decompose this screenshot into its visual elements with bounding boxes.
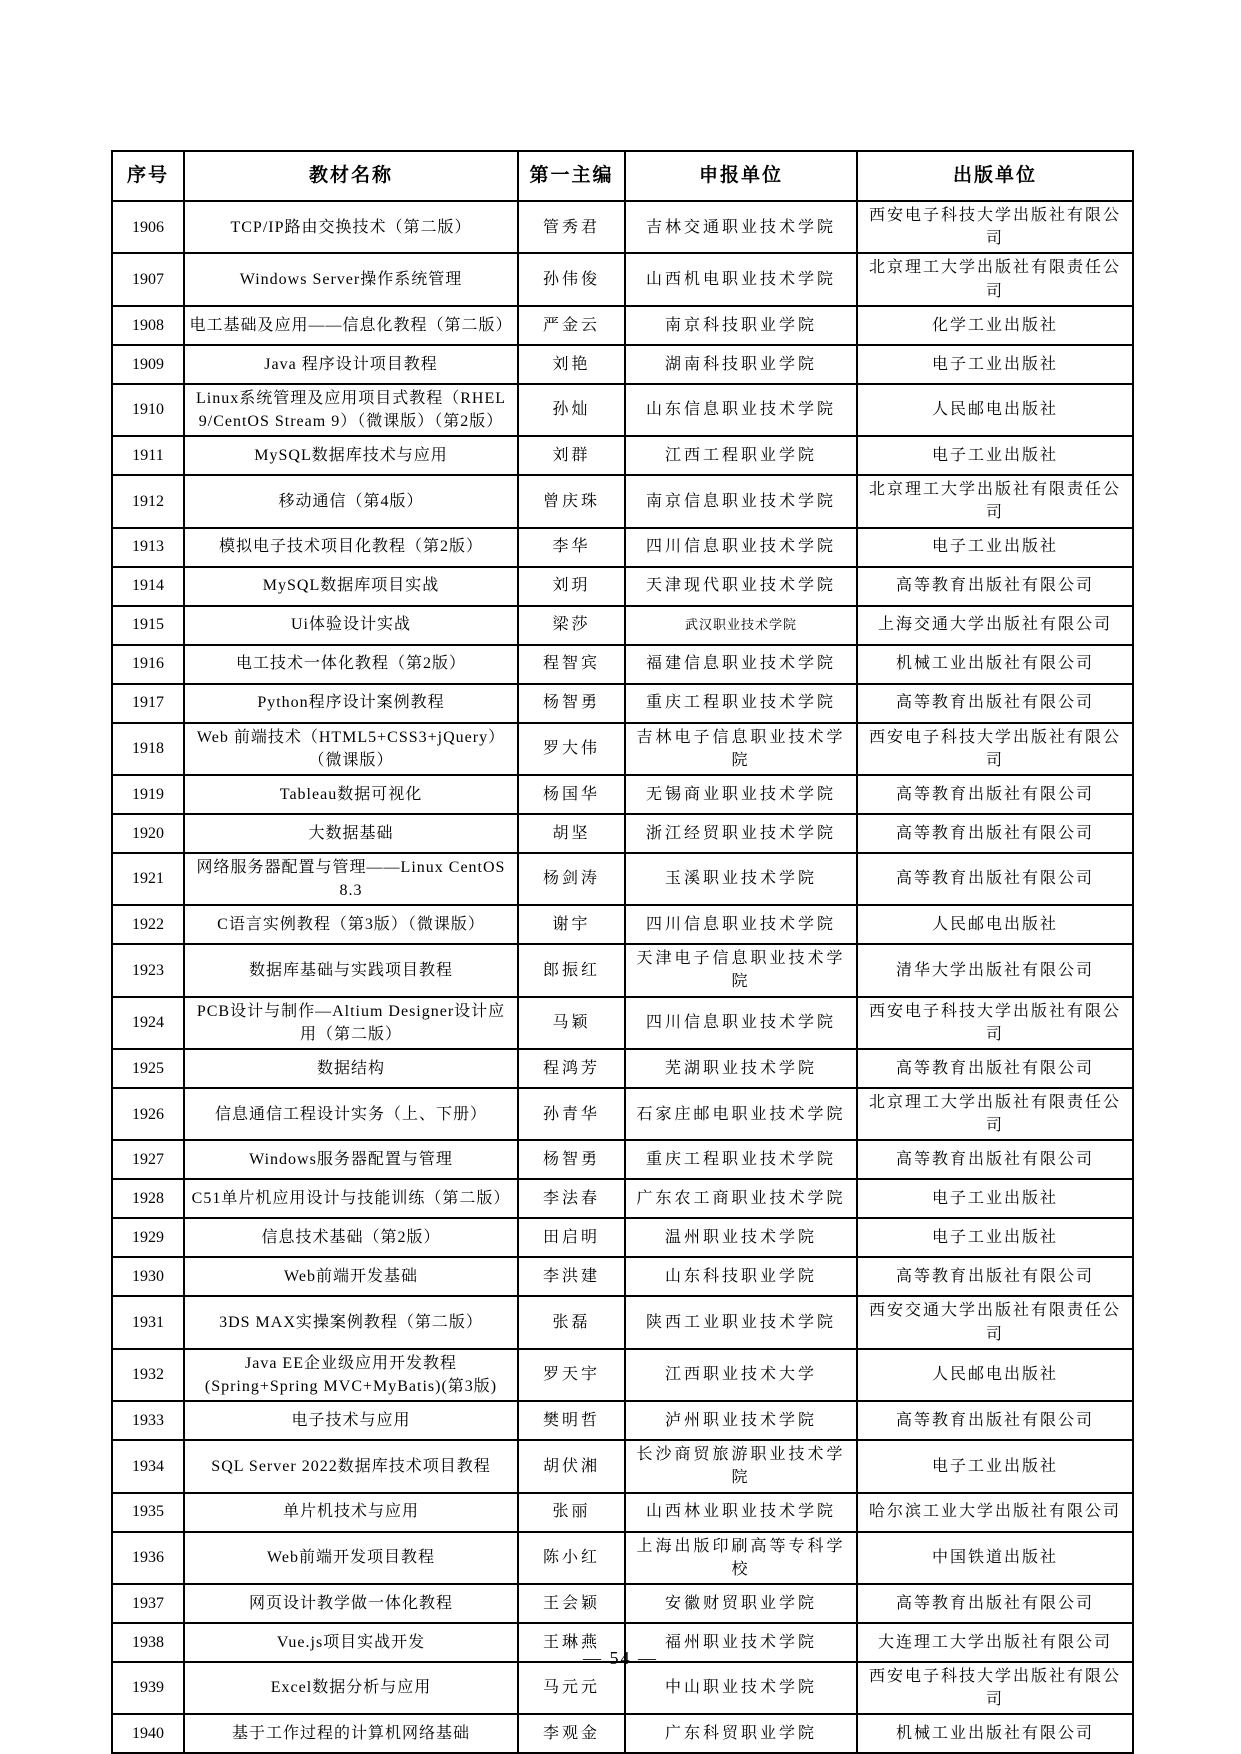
cell-publisher: 高等教育出版社有限公司 — [857, 853, 1133, 905]
cell-id: 1934 — [112, 1440, 184, 1492]
cell-title: Linux系统管理及应用项目式教程（RHEL 9/CentOS Stream 9）（微课版）（第2版） — [184, 384, 518, 436]
cell-title: MySQL数据库技术与应用 — [184, 436, 518, 475]
cell-id: 1923 — [112, 944, 184, 996]
cell-id: 1935 — [112, 1493, 184, 1532]
cell-publisher: 西安交通大学出版社有限责任公司 — [857, 1296, 1133, 1348]
cell-publisher: 高等教育出版社有限公司 — [857, 775, 1133, 814]
cell-org: 重庆工程职业技术学院 — [625, 1140, 857, 1179]
cell-publisher: 清华大学出版社有限公司 — [857, 944, 1133, 996]
cell-id: 1916 — [112, 645, 184, 684]
cell-org: 重庆工程职业技术学院 — [625, 684, 857, 723]
cell-publisher: 电子工业出版社 — [857, 528, 1133, 567]
cell-org: 陕西工业职业技术学院 — [625, 1296, 857, 1348]
cell-title: C语言实例教程（第3版）（微课版） — [184, 905, 518, 944]
table-row — [112, 1662, 1133, 1714]
cell-title: 电子技术与应用 — [184, 1401, 518, 1440]
cell-publisher: 电子工业出版社 — [857, 436, 1133, 475]
cell-id: 1919 — [112, 775, 184, 814]
cell-id: 1918 — [112, 723, 184, 775]
cell-org: 四川信息职业技术学院 — [625, 528, 857, 567]
table-row — [112, 606, 1133, 645]
cell-title: MySQL数据库项目实战 — [184, 567, 518, 606]
cell-id: 1910 — [112, 384, 184, 436]
cell-title: 模拟电子技术项目化教程（第2版） — [184, 528, 518, 567]
cell-editor: 曾庆珠 — [518, 475, 625, 527]
cell-id: 1917 — [112, 684, 184, 723]
cell-editor: 李华 — [518, 528, 625, 567]
cell-editor: 胡伏湘 — [518, 1440, 625, 1492]
table-row — [112, 997, 1133, 1049]
cell-org: 福州职业技术学院 — [625, 1623, 857, 1662]
table-row — [112, 1088, 1133, 1140]
cell-org: 上海出版印刷高等专科学校 — [625, 1532, 857, 1584]
cell-id: 1925 — [112, 1049, 184, 1088]
cell-editor: 王琳燕 — [518, 1623, 625, 1662]
cell-editor: 罗大伟 — [518, 723, 625, 775]
cell-publisher: 机械工业出版社有限公司 — [857, 1714, 1133, 1753]
table-row — [112, 306, 1133, 345]
cell-editor: 陈小红 — [518, 1532, 625, 1584]
cell-org: 广东科贸职业学院 — [625, 1714, 857, 1753]
cell-org: 玉溪职业技术学院 — [625, 853, 857, 905]
page-number: — 54 — — [583, 1648, 658, 1668]
cell-title: 网络服务器配置与管理——Linux CentOS 8.3 — [184, 853, 518, 905]
cell-editor: 孙青华 — [518, 1088, 625, 1140]
cell-id: 1927 — [112, 1140, 184, 1179]
cell-editor: 程鸿芳 — [518, 1049, 625, 1088]
cell-title: Web 前端技术（HTML5+CSS3+jQuery）（微课版） — [184, 723, 518, 775]
cell-id: 1938 — [112, 1623, 184, 1662]
cell-org: 福建信息职业技术学院 — [625, 645, 857, 684]
cell-editor: 管秀君 — [518, 201, 625, 253]
table-row — [112, 384, 1133, 436]
cell-org: 芜湖职业技术学院 — [625, 1049, 857, 1088]
cell-editor: 谢宇 — [518, 905, 625, 944]
cell-editor: 刘艳 — [518, 345, 625, 384]
table-row — [112, 475, 1133, 527]
cell-id: 1922 — [112, 905, 184, 944]
cell-publisher: 高等教育出版社有限公司 — [857, 684, 1133, 723]
cell-publisher: 上海交通大学出版社有限公司 — [857, 606, 1133, 645]
cell-id: 1936 — [112, 1532, 184, 1584]
cell-id: 1939 — [112, 1662, 184, 1714]
cell-title: 数据库基础与实践项目教程 — [184, 944, 518, 996]
cell-title: C51单片机应用设计与技能训练（第二版） — [184, 1179, 518, 1218]
cell-publisher: 高等教育出版社有限公司 — [857, 1584, 1133, 1623]
column-header-id: 序号 — [112, 151, 184, 201]
cell-publisher: 电子工业出版社 — [857, 345, 1133, 384]
cell-id: 1924 — [112, 997, 184, 1049]
cell-id: 1911 — [112, 436, 184, 475]
column-header-org: 申报单位 — [625, 151, 857, 201]
cell-title: Windows服务器配置与管理 — [184, 1140, 518, 1179]
cell-publisher: 人民邮电出版社 — [857, 905, 1133, 944]
cell-publisher: 机械工业出版社有限公司 — [857, 645, 1133, 684]
cell-editor: 杨智勇 — [518, 1140, 625, 1179]
table-row — [112, 1349, 1133, 1401]
table-row — [112, 684, 1133, 723]
cell-org: 江西职业技术大学 — [625, 1349, 857, 1401]
cell-title: PCB设计与制作—Altium Designer设计应用（第二版） — [184, 997, 518, 1049]
table-row — [112, 1218, 1133, 1257]
table-row — [112, 1440, 1133, 1492]
cell-org: 吉林电子信息职业技术学院 — [625, 723, 857, 775]
table-row — [112, 1714, 1133, 1753]
cell-title: SQL Server 2022数据库技术项目教程 — [184, 1440, 518, 1492]
cell-publisher: 高等教育出版社有限公司 — [857, 814, 1133, 853]
table-header-row — [112, 151, 1133, 201]
cell-id: 1915 — [112, 606, 184, 645]
table-row — [112, 814, 1133, 853]
cell-id: 1926 — [112, 1088, 184, 1140]
cell-org: 武汉职业技术学院 — [625, 606, 857, 645]
cell-org: 温州职业技术学院 — [625, 1218, 857, 1257]
cell-title: Ui体验设计实战 — [184, 606, 518, 645]
cell-publisher: 西安电子科技大学出版社有限公司 — [857, 723, 1133, 775]
cell-editor: 张丽 — [518, 1493, 625, 1532]
cell-editor: 程智宾 — [518, 645, 625, 684]
table-row — [112, 253, 1133, 305]
cell-editor: 李观金 — [518, 1714, 625, 1753]
cell-publisher: 人民邮电出版社 — [857, 1349, 1133, 1401]
cell-org: 天津现代职业技术学院 — [625, 567, 857, 606]
cell-org: 山东信息职业技术学院 — [625, 384, 857, 436]
table-row — [112, 345, 1133, 384]
cell-id: 1912 — [112, 475, 184, 527]
table-row — [112, 528, 1133, 567]
cell-id: 1909 — [112, 345, 184, 384]
cell-publisher: 高等教育出版社有限公司 — [857, 1401, 1133, 1440]
cell-publisher: 电子工业出版社 — [857, 1440, 1133, 1492]
cell-id: 1928 — [112, 1179, 184, 1218]
cell-id: 1929 — [112, 1218, 184, 1257]
cell-publisher: 化学工业出版社 — [857, 306, 1133, 345]
table-row — [112, 1296, 1133, 1348]
cell-editor: 严金云 — [518, 306, 625, 345]
cell-editor: 罗天宇 — [518, 1349, 625, 1401]
cell-org: 无锡商业职业技术学院 — [625, 775, 857, 814]
cell-publisher: 哈尔滨工业大学出版社有限公司 — [857, 1493, 1133, 1532]
cell-title: Web前端开发项目教程 — [184, 1532, 518, 1584]
cell-org: 山西机电职业技术学院 — [625, 253, 857, 305]
cell-id: 1914 — [112, 567, 184, 606]
cell-editor: 梁莎 — [518, 606, 625, 645]
cell-title: Tableau数据可视化 — [184, 775, 518, 814]
table-row — [112, 905, 1133, 944]
table-row — [112, 1584, 1133, 1623]
cell-publisher: 人民邮电出版社 — [857, 384, 1133, 436]
cell-editor: 刘群 — [518, 436, 625, 475]
cell-editor: 杨剑涛 — [518, 853, 625, 905]
cell-org: 泸州职业技术学院 — [625, 1401, 857, 1440]
cell-editor: 马元元 — [518, 1662, 625, 1714]
cell-publisher: 北京理工大学出版社有限责任公司 — [857, 1088, 1133, 1140]
cell-org: 江西工程职业学院 — [625, 436, 857, 475]
cell-id: 1906 — [112, 201, 184, 253]
table-row — [112, 436, 1133, 475]
cell-editor: 王会颖 — [518, 1584, 625, 1623]
cell-title: Windows Server操作系统管理 — [184, 253, 518, 305]
table-row — [112, 1401, 1133, 1440]
cell-publisher: 北京理工大学出版社有限责任公司 — [857, 475, 1133, 527]
cell-id: 1913 — [112, 528, 184, 567]
cell-editor: 胡坚 — [518, 814, 625, 853]
cell-org: 长沙商贸旅游职业技术学院 — [625, 1440, 857, 1492]
cell-org: 南京科技职业学院 — [625, 306, 857, 345]
table-row — [112, 1049, 1133, 1088]
cell-publisher: 中国铁道出版社 — [857, 1532, 1133, 1584]
cell-publisher: 高等教育出版社有限公司 — [857, 567, 1133, 606]
table-row — [112, 723, 1133, 775]
cell-org: 山西林业职业技术学院 — [625, 1493, 857, 1532]
cell-org: 安徽财贸职业学院 — [625, 1584, 857, 1623]
cell-title: Java 程序设计项目教程 — [184, 345, 518, 384]
table-row — [112, 567, 1133, 606]
cell-org: 四川信息职业技术学院 — [625, 905, 857, 944]
cell-editor: 田启明 — [518, 1218, 625, 1257]
column-header-editor: 第一主编 — [518, 151, 625, 201]
cell-editor: 杨国华 — [518, 775, 625, 814]
cell-editor: 孙伟俊 — [518, 253, 625, 305]
cell-title: Python程序设计案例教程 — [184, 684, 518, 723]
cell-publisher: 高等教育出版社有限公司 — [857, 1257, 1133, 1296]
column-header-publisher: 出版单位 — [857, 151, 1133, 201]
cell-id: 1940 — [112, 1714, 184, 1753]
cell-editor: 李洪建 — [518, 1257, 625, 1296]
cell-editor: 马颖 — [518, 997, 625, 1049]
cell-title: 移动通信（第4版） — [184, 475, 518, 527]
table-row — [112, 201, 1133, 253]
cell-id: 1920 — [112, 814, 184, 853]
cell-title: 信息技术基础（第2版） — [184, 1218, 518, 1257]
table-row — [112, 1532, 1133, 1584]
cell-publisher: 西安电子科技大学出版社有限公司 — [857, 997, 1133, 1049]
cell-org: 吉林交通职业技术学院 — [625, 201, 857, 253]
cell-publisher: 大连理工大学出版社有限公司 — [857, 1623, 1133, 1662]
cell-title: Vue.js项目实战开发 — [184, 1623, 518, 1662]
cell-org: 湖南科技职业学院 — [625, 345, 857, 384]
cell-title: 3DS MAX实操案例教程（第二版） — [184, 1296, 518, 1348]
cell-title: 信息通信工程设计实务（上、下册） — [184, 1088, 518, 1140]
cell-org: 中山职业技术学院 — [625, 1662, 857, 1714]
cell-editor: 李法春 — [518, 1179, 625, 1218]
cell-title: Java EE企业级应用开发教程(Spring+Spring MVC+MyBatis)(第3版) — [184, 1349, 518, 1401]
cell-title: 电工技术一体化教程（第2版） — [184, 645, 518, 684]
cell-id: 1933 — [112, 1401, 184, 1440]
cell-publisher: 西安电子科技大学出版社有限公司 — [857, 1662, 1133, 1714]
cell-editor: 樊明哲 — [518, 1401, 625, 1440]
cell-title: 单片机技术与应用 — [184, 1493, 518, 1532]
table-row — [112, 1257, 1133, 1296]
cell-id: 1931 — [112, 1296, 184, 1348]
cell-id: 1908 — [112, 306, 184, 345]
cell-org: 天津电子信息职业技术学院 — [625, 944, 857, 996]
cell-editor: 杨智勇 — [518, 684, 625, 723]
table-body — [112, 201, 1133, 1753]
cell-editor: 张磊 — [518, 1296, 625, 1348]
cell-org: 四川信息职业技术学院 — [625, 997, 857, 1049]
table-row — [112, 1140, 1133, 1179]
cell-editor: 孙灿 — [518, 384, 625, 436]
cell-org: 浙江经贸职业技术学院 — [625, 814, 857, 853]
cell-title: 基于工作过程的计算机网络基础 — [184, 1714, 518, 1753]
cell-publisher: 电子工业出版社 — [857, 1179, 1133, 1218]
cell-title: Web前端开发基础 — [184, 1257, 518, 1296]
table-row — [112, 645, 1133, 684]
textbook-table — [111, 150, 1134, 1754]
cell-publisher: 西安电子科技大学出版社有限公司 — [857, 201, 1133, 253]
cell-editor: 刘玥 — [518, 567, 625, 606]
cell-title: TCP/IP路由交换技术（第二版） — [184, 201, 518, 253]
cell-title: Excel数据分析与应用 — [184, 1662, 518, 1714]
column-header-title: 教材名称 — [184, 151, 518, 201]
cell-title: 大数据基础 — [184, 814, 518, 853]
cell-id: 1930 — [112, 1257, 184, 1296]
table-row — [112, 1179, 1133, 1218]
cell-org: 广东农工商职业技术学院 — [625, 1179, 857, 1218]
cell-title: 网页设计教学做一体化教程 — [184, 1584, 518, 1623]
cell-publisher: 高等教育出版社有限公司 — [857, 1140, 1133, 1179]
table-row — [112, 944, 1133, 996]
cell-org: 石家庄邮电职业技术学院 — [625, 1088, 857, 1140]
table-row — [112, 1493, 1133, 1532]
cell-id: 1937 — [112, 1584, 184, 1623]
cell-publisher: 电子工业出版社 — [857, 1218, 1133, 1257]
cell-publisher: 北京理工大学出版社有限责任公司 — [857, 253, 1133, 305]
cell-title: 电工基础及应用——信息化教程（第二版） — [184, 306, 518, 345]
table-row — [112, 775, 1133, 814]
cell-id: 1921 — [112, 853, 184, 905]
cell-org: 山东科技职业学院 — [625, 1257, 857, 1296]
cell-title: 数据结构 — [184, 1049, 518, 1088]
cell-org: 南京信息职业技术学院 — [625, 475, 857, 527]
cell-editor: 郎振红 — [518, 944, 625, 996]
cell-id: 1932 — [112, 1349, 184, 1401]
cell-publisher: 高等教育出版社有限公司 — [857, 1049, 1133, 1088]
cell-id: 1907 — [112, 253, 184, 305]
table-row — [112, 853, 1133, 905]
